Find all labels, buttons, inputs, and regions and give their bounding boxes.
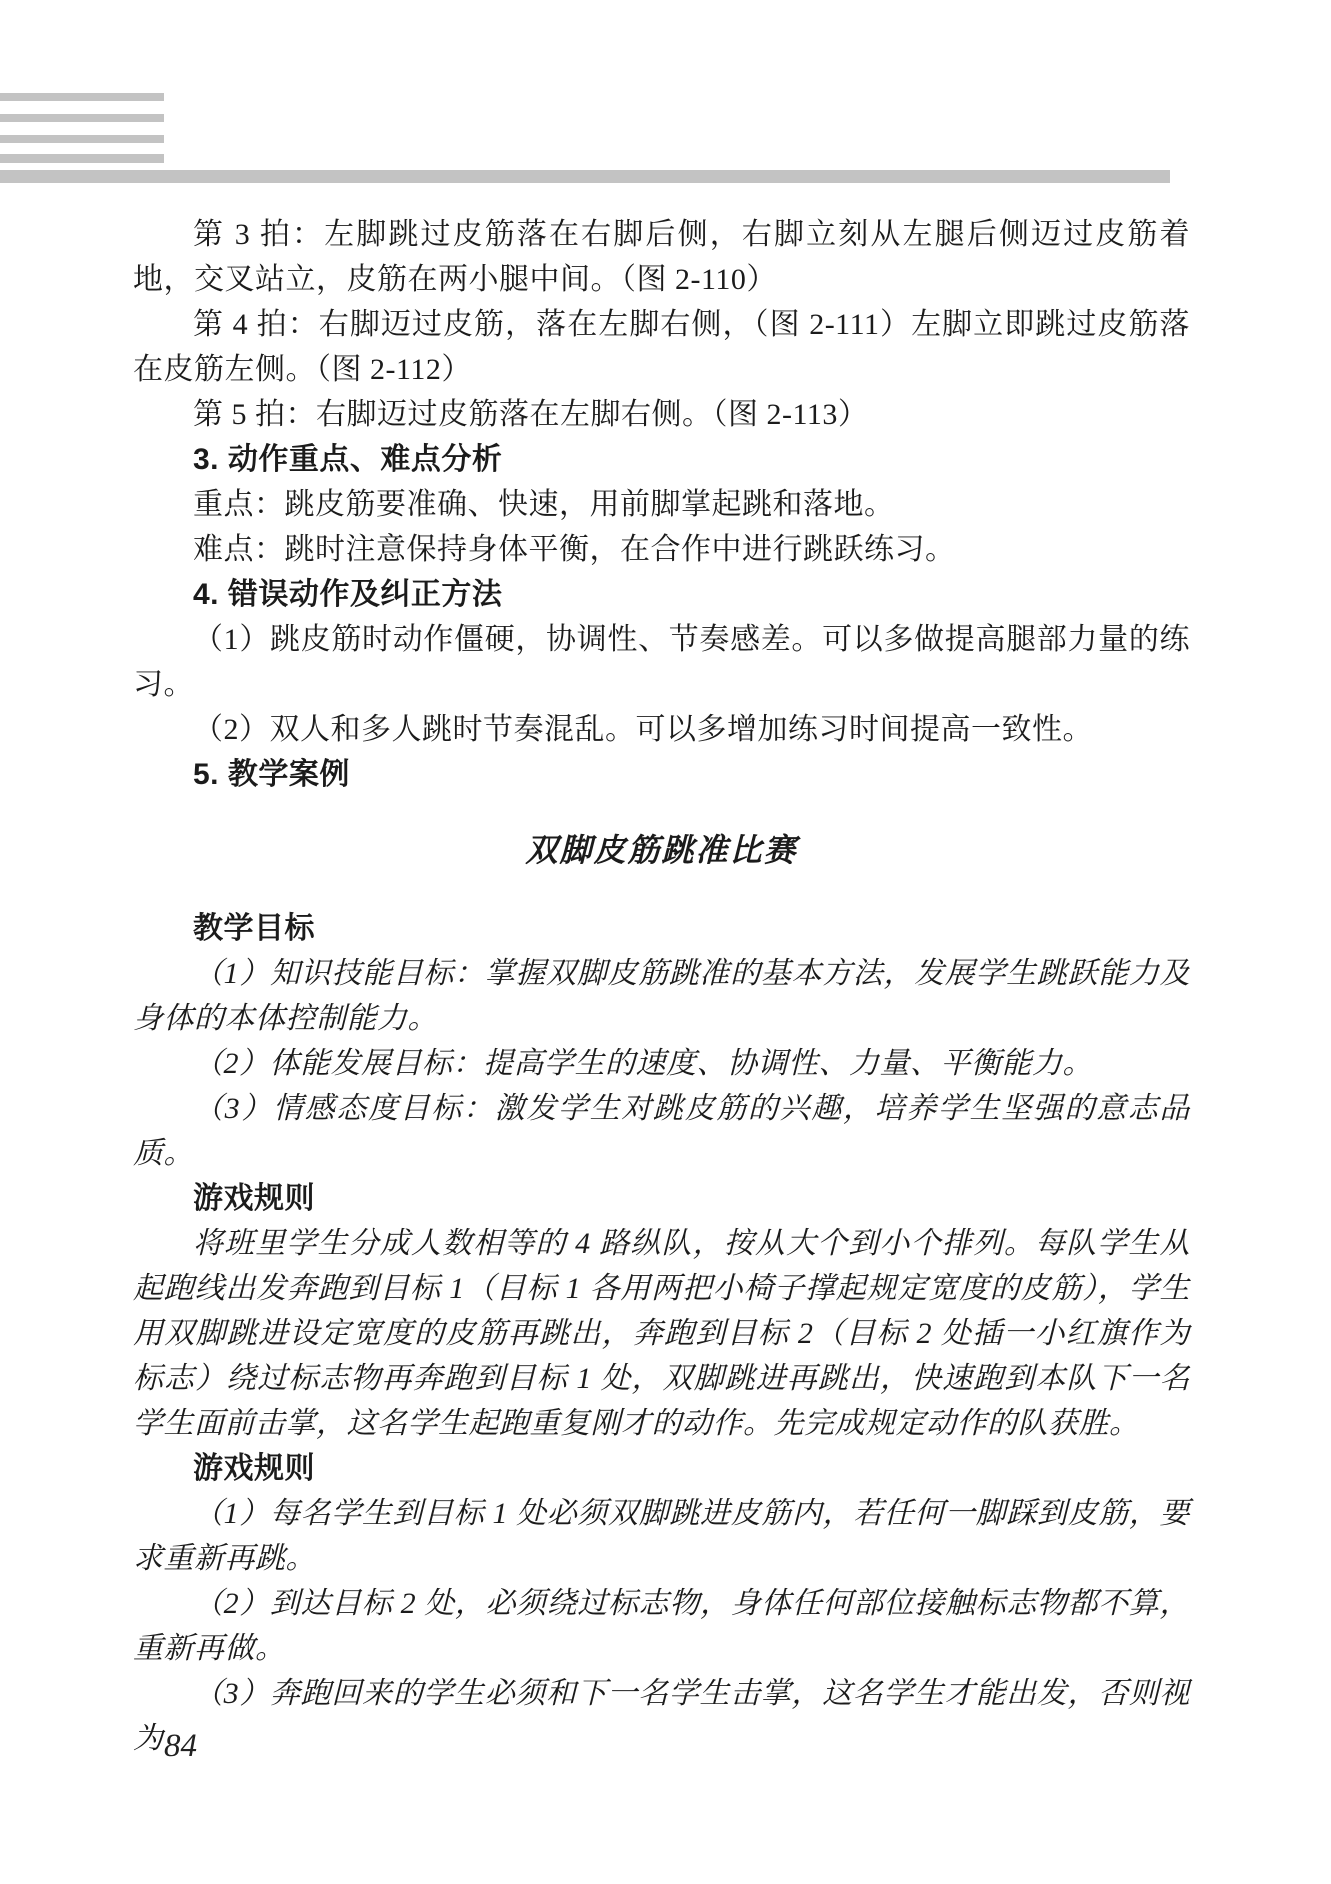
paragraph-beat-5: 第 5 拍：右脚迈过皮筋落在左脚右侧。（图 2-113） — [193, 398, 869, 431]
paragraph-goal-affective: （3）情感态度目标：激发学生对跳皮筋的兴趣，培养学生坚强的意志品质。 — [133, 1092, 1190, 1170]
heading-error-correction: 4. 错误动作及纠正方法 — [193, 578, 503, 611]
heading-key-points-analysis: 3. 动作重点、难点分析 — [193, 443, 503, 476]
paragraph-goal-knowledge: （1）知识技能目标：掌握双脚皮筋跳准的基本方法，发展学生跳跃能力及身体的本体控制能力。 — [133, 957, 1190, 1035]
decor-bar — [0, 135, 164, 143]
page-number: 84 — [164, 1728, 197, 1764]
paragraph-error-1: （1）跳皮筋时动作僵硬，协调性、节奏感差。可以多做提高腿部力量的练习。 — [133, 623, 1190, 701]
paragraph-key-point: 重点：跳皮筋要准确、快速，用前脚掌起跳和落地。 — [193, 488, 895, 521]
paragraph-beat-4: 第 4 拍：右脚迈过皮筋，落在左脚右侧，（图 2-111）左脚立即跳过皮筋落在皮筋左侧。（图 2-112） — [133, 308, 1190, 386]
decor-bar — [0, 93, 164, 101]
heading-teaching-case: 5. 教学案例 — [193, 758, 350, 791]
paragraph-goal-fitness: （2）体能发展目标：提高学生的速度、协调性、力量、平衡能力。 — [193, 1047, 1093, 1080]
case-title: 双脚皮筋跳准比赛 — [525, 832, 798, 868]
page-content — [133, 212, 1190, 1761]
paragraph-rule-2: （2）到达目标 2 处，必须绕过标志物，身体任何部位接触标志物都不算，重新再做。 — [133, 1587, 1190, 1665]
paragraph-rule-3: （3）奔跑回来的学生必须和下一名学生击掌，这名学生才能出发，否则视为 — [133, 1677, 1190, 1755]
decor-rule — [0, 170, 1170, 183]
subheading-game-rules-2: 游戏规则 — [193, 1452, 315, 1485]
decor-bar — [0, 114, 164, 122]
paragraph-rule-1: （1）每名学生到目标 1 处必须双脚跳进皮筋内，若任何一脚踩到皮筋，要求重新再跳。 — [133, 1497, 1190, 1575]
paragraph-game-description: 将班里学生分成人数相等的 4 路纵队，按从大个到小个排列。每队学生从起跑线出发奔跑到目标 1（目标 1 各用两把小椅子撑起规定宽度的皮筋），学生用双脚跳进设定宽度的皮筋再跳出，奔跑到目标 2（目标 2 处插一小红旗作为标志）绕过标志物再奔跑到目标 1 处，双脚跳进再跳出，快速跑到本队下一名学生面前击掌，这名学生起跑重复刚才的动作。先完成规定动作的队获胜。 — [133, 1227, 1190, 1440]
paragraph-beat-3: 第 3 拍：左脚跳过皮筋落在右脚后侧，右脚立刻从左腿后侧迈过皮筋着地，交叉站立，皮筋在两小腿中间。（图 2-110） — [133, 218, 1190, 296]
decor-bar — [0, 154, 164, 163]
subheading-game-rules-1: 游戏规则 — [193, 1182, 315, 1215]
paragraph-difficult-point: 难点：跳时注意保持身体平衡，在合作中进行跳跃练习。 — [193, 533, 956, 566]
subheading-teaching-goals: 教学目标 — [193, 912, 315, 945]
paragraph-error-2: （2）双人和多人跳时节奏混乱。可以多增加练习时间提高一致性。 — [193, 713, 1093, 746]
